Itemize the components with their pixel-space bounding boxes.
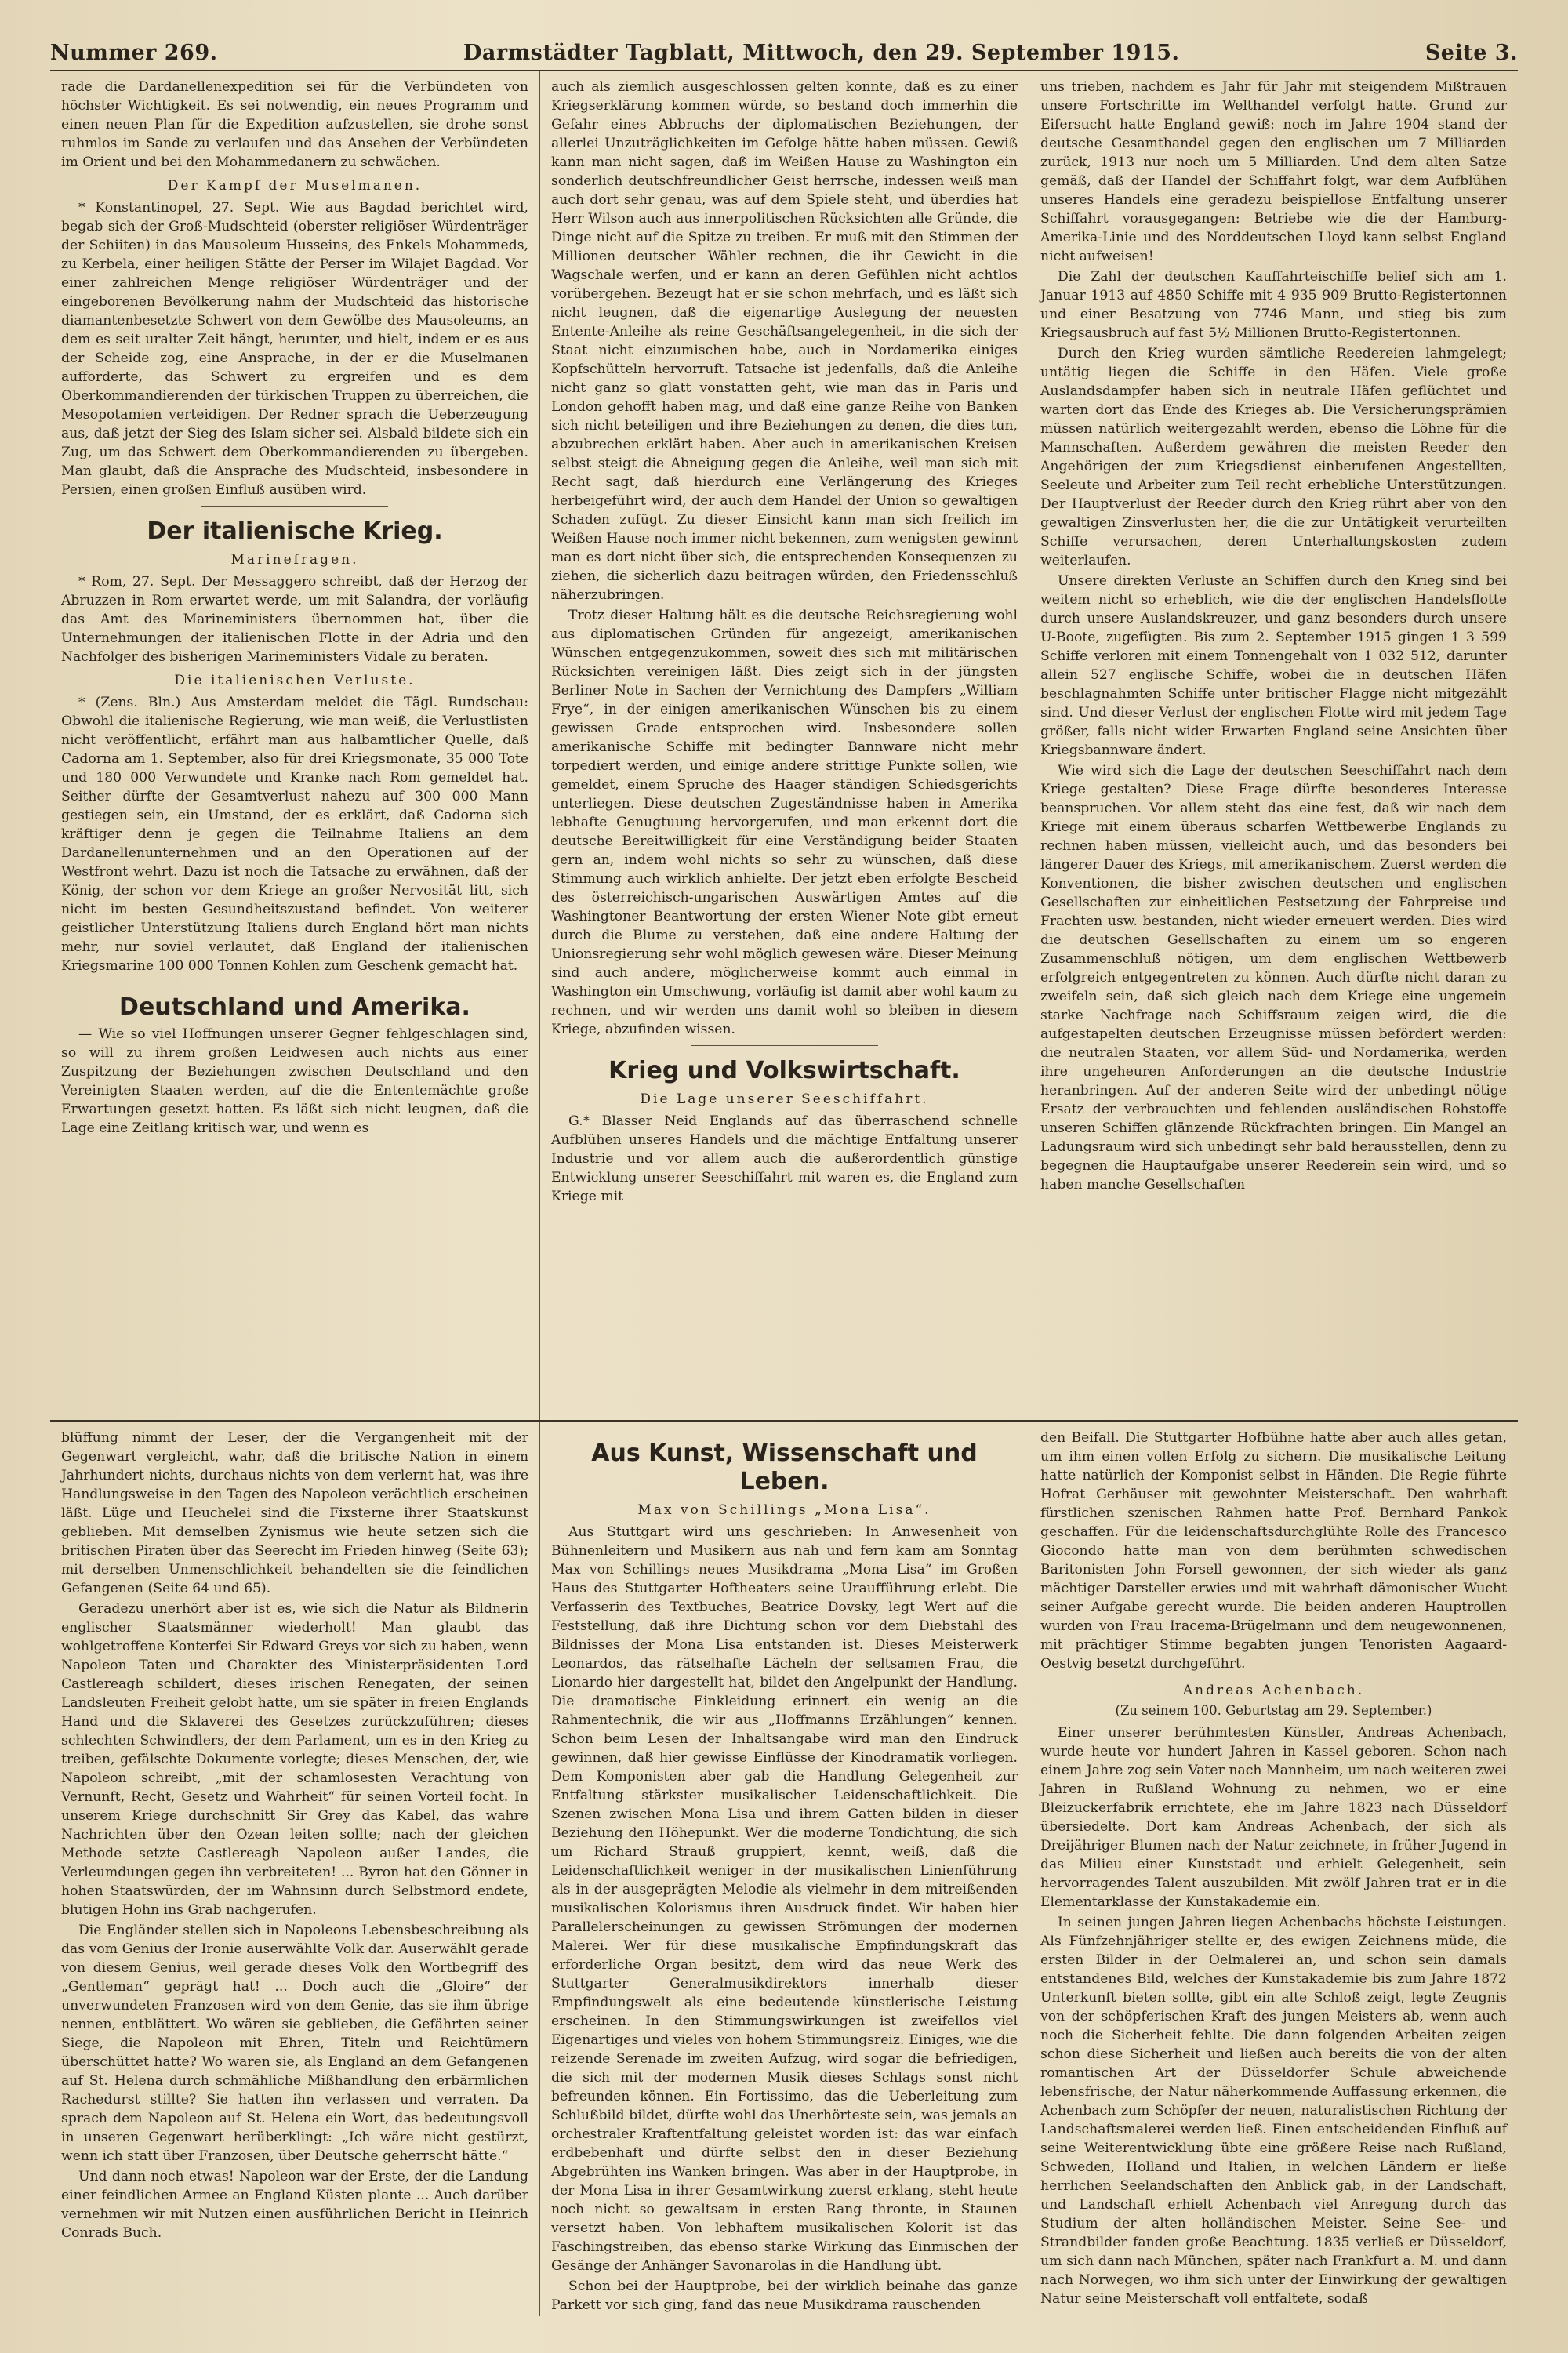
paragraph-amerika-cont: auch als ziemlich ausgeschlossen gelten konnte, daß es zu einer Kriegserklärung kommen würde, so bestand doch immerhin die Gefahr eines Abbruchs der diplomatischen Beziehungen, der allerlei Unzuträglichkeiten im Gefolge hätte haben müssen. Gewiß kann man nicht sagen, daß im Weißen Hause zu Washington ein sonderlich deutschfreundlicher Geist herrsche, indessen weiß man auch dort sehr genau, was auf dem Spiele steht, und überdies hat Herr Wilson auch aus innerpolitischen Rücksichten alle Gründe, die Dinge nicht auf die Spitze zu treiben. Er muß mit den Stimmen der Millionen deutscher Wähler rechnen, die ihr Gewicht in die Wagschale werfen, und er kann an deren Gefühlen nicht achtlos vorübergehen. Bezeugt hat er sie schon mehrfach, und es läßt sich nicht leugnen, daß die eigenartige Auslegung der neuesten Entente-Anleihe als reine Geschäftsangelegenheit, in die sich der Staat nicht einzumischen habe, auch in Nordamerika einiges Kopfschütteln hervorruft. Tatsache ist jedenfalls, daß die Anleihe nicht ganz so glatt vonstatten geht, wie man das in Paris und London gehofft haben mag, und daß eine ganze Reihe von Banken sich nicht beteiligen und ihre Beziehungen zu denen, die dies tun, abzubrechen erklärt haben. Aber auch in amerikanischen Kreisen selbst steigt die Abneigung gegen die Anleihe, weil man sich mit Recht sagt, daß hierdurch eine Verlängerung des Krieges herbeigeführt wird, der auch dem Handel der Union so gewaltigen Schaden zufügt. Zu dieser Einsicht kann man sich freilich im Weißen Hause noch immer nicht bekennen, zum wenigsten gewinnt man es dort nicht über sich, die entsprechenden Konsequenzen zu ziehen, die sicherlich dazu beitragen würden, den Friedensschluß näherzubringen. [551, 79, 1018, 603]
subheading-seeschiffahrt: Die Lage unserer Seeschiffahrt. [640, 1091, 929, 1107]
column-5 [539, 1422, 1029, 2316]
subheading-marinefragen: Marinefragen. [230, 552, 359, 568]
divider [691, 1045, 878, 1046]
paragraph-nach-dem-kriege: Wie wird sich die Lage der deutschen Seeschiffahrt nach dem Kriege gestalten? Diese Frage dürfte besonderes Interesse beanspruchen. Vor allem steht das eine fest, daß wir nach dem Kriege mit einem überaus scharfen Wettbewerbe Englands zu rechnen haben müssen, vielleicht auch, und das besonders bei längerer Dauer des Kriegs, mit amerikanischem. Zuerst werden die Konventionen, die bisher zwischen deutschen und englischen Gesellschaften zur einheitlichen Festsetzung der Fahrpreise und Frachten usw. bestanden, nicht wieder erneuert werden. Dies wird die deutschen Gesellschaften zu einem um so engeren Zusammenschluß nötigen, um dem englischen Wettbewerb erfolgreich entgegentreten zu können. Auch dürfte nicht daran zu zweifeln sein, daß sich gleich nach dem Kriege eine ungemein starke Nachfrage nach Schiffsraum zeigen wird, die die aufgestapelten deutschen Erzeugnisse müssen befördert werden: die neutralen Staaten, vor allem Süd- und Nordamerika, werden ihre ungeheuren Anforderungen an die deutsche Industrie heranbringen. Auf der anderen Seite wird der unbedingt nötige Ersatz der verbrauchten und fehlenden ausländischen Rohstoffe unseren Schiffen glänzende Rückfrachten bringen. Ein Mangel an Ladungsraum wird sich unbedingt sehr bald herausstellen, denn zu begegnen die Hauptaufgabe unserer Reederein sein wird, und so haben manche Gesellschaften [1040, 763, 1507, 1193]
page-number: Seite 3. [1425, 41, 1518, 65]
paragraph-napoleon-4: Und dann noch etwas! Napoleon war der Erste, der die Landung einer feindlichen Armee an England Küsten plante ... Auch darüber vernehmen wir mit Nutzen einen ausführlichen Bericht in Heinrich Conrads Buch. [61, 2169, 528, 2241]
paragraph-marine: * Rom, 27. Sept. Der Messaggero schreibt, daß der Herzog der Abruzzen in Rom erwartet werde, um mit Salandra, der vorläufig das Amt des Marineministers übernommen hat, über die Unternehmungen der italienischen Flotte in der Adria und den Nachfolger des bisherigen Marineministers Vidale zu beraten. [61, 574, 528, 665]
paragraph-napoleon-3: Die Engländer stellen sich in Napoleons Lebensbeschreibung als das vom Genius der Ironie auserwählte Volk dar. Auserwählt gerade von diesem Genius, weil gerade dieses Volk den Wortbegriff des „Gentleman“ geprägt hat! ... Doch auch die „Gloire“ der unverwundeten Franzosen wird von dem Genie, das sie ihm übrige nennen, entblättert. Wo wären sie geblieben, die Gefährten seiner Siege, die Napoleon mit Ehren, Titeln und Reichtümern überschüttet hatte? Wo waren sie, als England an dem Gefangenen auf St. Helena durch schmähliche Mißhandlung den erbärmlichen Rachedurst stillte? Sie hatten ihn verlassen und verraten. Da sprach dem Napoleon auf St. Helena ein Wort, das bedeutungsvoll in unseren Gegenwart herüberklingt: „Ich wäre nicht gestürzt, wenn ich statt über Franzosen, über Deutsche geherrscht hätte.“ [61, 1923, 528, 2164]
paragraph-kampf: * Konstantinopel, 27. Sept. Wie aus Bagdad berichtet wird, begab sich der Groß-Mudschteid (oberster religiöser Würdenträger der Schiiten) in das Mausoleum Husseins, des Enkels Mohammeds, zu Kerbela, einer heiligen Stätte der Perser im Wilajet Bagdad. Vor einer zahlreichen Menge religiöser Würdenträger und der eingeborenen Bevölkerung nahm der Mudschteid das historische diamantenbesetzte Schwert von dem Gewölbe des Mausoleums, an dem es seit uralter Zeit hängt, herunter, und hielt, indem er es aus der Scheide zog, eine Ansprache, in der er die Muselmanen aufforderte, das Schwert zu ergreifen und es dem Oberkommandierenden der türkischen Truppen zu überreichen, die Mesopotamien verteidigen. Der Redner sprach die Ueberzeugung aus, daß jetzt der Sieg des Islam sicher sei. Alsbald bildete sich ein Zug, um das Schwert dem Oberkommandierenden zu übergeben. Man glaubt, daß die Ansprache des Mudschteid, insbesondere in Persien, einen großen Einfluß ausüben wird. [61, 200, 528, 498]
issue-number: Nummer 269. [50, 41, 218, 65]
lower-section [50, 1422, 1518, 2313]
headline-deutschland-amerika: Deutschland und Amerika. [119, 993, 470, 1021]
paragraph-beifall: den Beifall. Die Stuttgarter Hofbühne hatte aber auch alles getan, um ihm einen vollen Erfolg zu sichern. Die musikalische Leitung hatte natürlich der Komponist selbst in Händen. Die Regie führte Hofrat Gerhäuser mit gewohnter Meisterschaft. Den wahrhaft fürstlichen szenischen Rahmen hatte Prof. Bernhard Pankok geschaffen. Für die leidenschaftsdurchglühte Rolle des Francesco Giocondo hatte man von dem berühmten schwedischen Baritonisten John Forsell gewonnen, der sich wieder als ganz mächtiger Darsteller erwies und mit wahrhaft dämonischer Wucht seiner Aufgabe gerecht wurde. Die beiden anderen Hauptrollen wurden von Frau Iracema-Brügelmann und dem neugewonnenen, mit prächtiger Stimme begabten jungen Tenoristen Aagaard-Oestvig besetzt durchgeführt. [1040, 1430, 1507, 1672]
headline-krieg-volkswirtschaft: Krieg und Volkswirtschaft. [608, 1057, 960, 1084]
paragraph-mona-lisa: Aus Stuttgart wird uns geschrieben: In Anwesenheit von Bühnenleitern und Musikern aus nah und fern kam am Sonntag Max von Schillings neues Musikdrama „Mona Lisa“ im Großen Haus des Stuttgarter Hoftheaters seine Uraufführung erlebt. Die Verfasserin des Textbuches, Beatrice Dovsky, legt Wert auf die Feststellung, daß ihre Dichtung schon vor dem Diebstahl des Bildnisses der Mona Lisa entstanden ist. Dieses Meisterwerk Leonardos, das rätselhafte Lächeln der seltsamen Frau, die Lionardo hier dargestellt hat, bildet den Angelpunkt der Handlung. Die dramatische Einkleidung erinnert ein wenig an die Rahmentechnik, die wir aus „Hoffmanns Erzählungen“ kennen. Schon beim Lesen der Inhaltsangabe wird man den Eindruck gewinnen, daß hier gewisse Einflüsse der Kinodramatik vorliegen. Dem Komponisten aber gab die Handlung Gelegenheit zur Entfaltung stärkster musikalischer Leidenschaftlichkeit. Die Szenen zwischen Mona Lisa und ihrem Gatten bilden in dieser Beziehung den Höhepunkt. Wer die moderne Tondichtung, die sich um Richard Strauß gruppiert, kennt, weiß, daß die Leidenschaftlichkeit weniger in der musikalischen Linienführung als in der ausgeprägten Melodie als vielmehr in dem mitreißenden musikalischen Kolorismus ihren Ausdruck findet. Wir haben hier Parallelerscheinungen zu gewissen Strömungen der modernen Malerei. Wer für diese musikalische Empfindungskraft das erforderliche Organ besitzt, dem wird das neue Werk des Stuttgarter Generalmusikdirektors innerhalb dieser Empfindungswelt als eine bedeutende künstlerische Leistung erscheinen. In den Stimmungswirkungen ist zweifellos viel Eigenartiges und vieles von hohem Stimmungsreiz. Einiges, wie die reizende Serenade im zweiten Aufzug, wird sogar die befriedigen, die sich mit der modernen Musik dieses Schlags sonst nicht befreunden können. Ein Fortissimo, das die Ueberleitung zum Schlußbild bildet, dürfte wohl das Unerhörteste sein, was jemals an orchestraler Kraftentfaltung geleistet worden ist: das war einfach erdbebenhaft und dürfte selbst den in dieser Beziehung Abgebrühten ins Wanken bringen. Was aber in der Hauptprobe, in der Mona Lisa in ihrer Gesamtwirkung zuerst erklang, steht heute noch nicht so gewaltsam in ersten Rang thronte, in Staunen versetzt haben. Von lebhaftem musikalischen Kolorit ist das Faschingstreiben, das ebenso starke Wirkung das Einmischen der Gesänge der Anhänger Savonarolas in die Handlung übt. [551, 1524, 1018, 2274]
column-2 [539, 71, 1029, 1420]
column-3 [1029, 71, 1518, 1420]
paragraph-verluste-schiffe: Unsere direkten Verluste an Schiffen durch den Krieg sind bei weitem nicht so erheblich, wie die der englischen Handelsflotte durch unsere Auslandskreuzer, und ganz besonders durch unsere U-Boote, zugefügten. Bis zum 2. September 1915 gingen 1 3 599 Schiffe verloren mit einem Tonnengehalt von 1 032 512, darunter allein 527 englische Schiffe, wobei die in deutschen Häfen beschlagnahmten Schiffe unter britischer Flagge nicht mitgezählt sind. Und dieser Verlust der englischen Flotte wird mit jedem Tage größer, falls nicht wider Erwarten England seine Ansichten über Kriegsbannware ändert. [1040, 573, 1507, 758]
subheading-andreas-achenbach: Andreas Achenbach. [1182, 1683, 1365, 1698]
paragraph-hauptprobe: Schon bei der Hauptprobe, bei der wirklich beinahe das ganze Parkett vor sich ging, fand das neue Musikdrama rauschenden [551, 2279, 1018, 2313]
masthead [50, 41, 1518, 71]
column-1 [50, 71, 539, 1420]
paragraph-seeschiffahrt-cont: uns trieben, nachdem es Jahr für Jahr mit steigendem Mißtrauen unsere Fortschritte im Welthandel verfolgt hatte. Grund zur Eifersucht hatte England gewiß: noch im Jahre 1904 stand der deutsche Gesamthandel gegen den englischen um 7 Milliarden zurück, 1913 nur noch um 5 Milliarden. Und dem alten Satze gemäß, daß der Handel der Schiffahrt folgt, war dem Aufblühen unseres Handels eine geradezu beispiellose Entfaltung unserer Schiffahrt vorausgegangen: Betriebe wie die der Hamburg-Amerika-Linie und des Norddeutschen Lloyd kann selbst England nicht aufweisen! [1040, 79, 1507, 264]
paragraph-amerika: — Wie so viel Hoffnungen unserer Gegner fehlgeschlagen sind, so will zu ihrem großen Leidwesen auch nichts aus einer Zuspitzung der Beziehungen zwischen Deutschland und den Vereinigten Staaten werden, auf die die Ententemächte große Erwartungen gesetzt hatten. Es läßt sich nicht leugnen, daß die Lage eine Zeitlang kritisch war, und wenn es [61, 1026, 528, 1136]
headline-italienischer-krieg: Der italienische Krieg. [147, 517, 443, 545]
paragraph-dardanellen: rade die Dardanellenexpedition sei für die Verbündeten von höchster Wichtigkeit. Es sei notwendig, ein neues Programm und einen neuen Plan für die Expedition aufzustellen, sie drohe sonst ruhmlos im Sande zu verlaufen und das Ansehen der Verbündeten im Orient und bei den Mohammedanern zu schwächen. [61, 79, 528, 170]
paragraph-kauffahrteischiffe: Die Zahl der deutschen Kauffahrteischiffe belief sich am 1. Januar 1913 auf 4850 Schiffe mit 4 935 909 Brutto-Registertonnen und einer Besatzung von 7746 Mann, und stieg bis zum Kriegsausbruch auf fast 5½ Millionen Brutto-Registertonnen. [1040, 269, 1507, 341]
subheading-italienische-verluste: Die italienischen Verluste. [174, 673, 416, 688]
subheading-kampf-muselmanen: Der Kampf der Muselmanen. [167, 178, 423, 194]
paragraph-reedereien: Durch den Krieg wurden sämtliche Reedereien lahmgelegt; untätig liegen die Schiffe in den Häfen. Viele große Auslandsdampfer haben sich in neutrale Häfen geflüchtet und warten dort das Ende des Krieges ab. Die Versicherungsprämien müssen natürlich weitergezahlt werden, ebenso die Löhne für die Mannschaften. Außerdem gewähren die meisten Reeder den Angehörigen der zum Kriegsdienst einberufenen Angestellten, Seeleute und Arbeiter zum Teil recht erhebliche Unterstützungen. Der Hauptverlust der Reeder durch den Krieg rührt aber von den gewaltigen Zinsverlusten her, die die zur Untätigkeit verurteilten Schiffe verursachen, deren Unterhaltungskosten zudem weiterlaufen. [1040, 346, 1507, 568]
divider [201, 506, 388, 507]
column-4 [50, 1422, 539, 2316]
column-6 [1029, 1422, 1518, 2316]
subheading-mona-lisa: Max von Schillings „Mona Lisa“. [637, 1502, 931, 1518]
headline-kunst-wissenschaft: Aus Kunst, Wissenschaft und Leben. [591, 1440, 978, 1495]
paragraph-napoleon-1: blüffung nimmt der Leser, der die Vergangenheit mit der Gegenwart vergleicht, wahr, daß die britische Nation in einem Jahrhundert nichts, durchaus nichts von dem verlernt hat, was ihre Handlungsweise in den Tagen des Napoleon verächtlich erscheinen läßt. Lüge und Heuchelei sind die Fixsterne ihrer Staatskunst geblieben. Mit demselben Zynismus wie heute setzen sich die britischen Piraten über das Seerecht im Frieden hinweg (Seite 63); mit derselben Unmenschlichkeit behandelten sie die feindlichen Gefangenen (Seite 64 und 65). [61, 1430, 528, 1596]
paragraph-reichsregierung: Trotz dieser Haltung hält es die deutsche Reichsregierung wohl aus diplomatischen Gründen für angezeigt, amerikanischen Wünschen entgegenzukommen, soweit dies sich mit militärischen Rücksichten vereinigen läßt. Dies zeigt sich in der jüngsten Berliner Note in Sachen der Vernichtung des Dampfers „William Frye“, in der einigen amerikanischen Wünschen bis zu einem gewissen Grade entsprochen wird. Insbesondere sollen amerikanische Schiffe mit bedingter Bannware nicht mehr torpediert werden, und einige andere strittige Punkte sollen, wie gemeldet, einem Spruche des Haager ständigen Schiedsgerichts unterliegen. Diese deutschen Zugeständnisse haben in Amerika lebhafte Genugtuung hervorgerufen, und man erkennt dort die deutsche Bereitwilligkeit für eine Verständigung beider Staaten gern an, indem wohl nichts so sehr zu wünschen, daß diese Stimmung auch wirklich anhielte. Der jetzt eben erfolgte Bescheid des österreichisch-ungarischen Auswärtigen Amtes auf die Washingtoner Beantwortung der ersten Wiener Note gibt erneut durch die Blume zu verstehen, daß eine andere Haltung der Unionsregierung sehr wohl möglich gewesen wäre. Dieser Meinung sind auch andere, möglicherweise kommt auch einmal in Washington ein Umschwung, vorläufig ist damit aber wohl kaum zu rechnen, und wir werden uns damit wohl so bleiben in diesem Kriege, abzufinden wissen. [551, 608, 1018, 1037]
upper-section [50, 71, 1518, 1422]
paragraph-verluste: * (Zens. Bln.) Aus Amsterdam meldet die Tägl. Rundschau: Obwohl die italienische Regierung, wie man weiß, die Verlustlisten nicht veröffentlicht, erfährt man aus halbamtlicher Quelle, daß Cadorna am 1. September, also für drei Kriegsmonate, 35 000 Tote und 180 000 Verwundete und Kranke nach Rom gemeldet hat. Seither dürfte der Gesamtverlust nahezu auf 300 000 Mann gestiegen sein, ein Umstand, der es erklärt, daß Cadorna sich kräftiger denn je gegen die Teilnahme Italiens an dem Dardanellenunternehmen und an den Operationen auf der Westfront wehrt. Dazu ist noch die Tatsache zu erwähnen, daß der König, der schon vor dem Kriege an großer Nervosität litt, sich nicht im besten Gesundheitszustand befindet. Von weiterer geistlicher Unterstützung Italiens durch England hört man nichts mehr, nur soviel verlautet, daß England der italienischen Kriegsmarine 100 000 Tonnen Kohlen zum Geschenk gemacht hat. [61, 695, 528, 974]
newspaper-title-date: Darmstädter Tagblatt, Mittwoch, den 29. September 1915. [463, 41, 1180, 65]
paragraph-achenbach-2: In seinen jungen Jahren liegen Achenbachs höchste Leistungen. Als Fünfzehnjähriger stellte er, des ewigen Zeichnens müde, die ersten Bilder in der Oelmalerei an, und schon sein damals entstandenes Bild, welches der Kunstakademie bis zum Jahre 1872 Unterkunft bieten sollte, gibt ein alte Schloß zeigt, legte Zeugnis von der schöpferischen Kraft des jungen Meisters ab, wenn auch noch die Sicherheit fehlte. Die dann folgenden Arbeiten zeigen schon diese Sicherheit und ließen auch bereits die von der alten romantischen Art der Düsseldorfer Schule abweichende lebensfrische, der Natur näherkommende Auffassung erkennen, die Achenbach zum Schöpfer der neuen, naturalistischen Richtung der Landschaftsmalerei werden ließ. Einen entscheidenden Einfluß auf seine Weiterentwicklung übte eine größere Reise nach Rußland, Schweden, Holland und Italien, in welchen Ländern er ließe herrlichen Seelandschaften den Anblick gab, in der Landschaft, und Landschaft erhielt Achenbach viel Anregung durch das Studium der alten holländischen Meister. Seine See- und Strandbilder fanden große Beachtung. 1835 verließ er Düsseldorf, um sich dann nach München, später nach Frankfurt a. M. und dann nach Norwegen, wo ihm sich unter der Einwirkung der gewaltigen Natur seine Meisterschaft voll entfaltete, sodaß [1040, 1915, 1507, 2307]
paragraph-napoleon-2: Geradezu unerhört aber ist es, wie sich die Natur als Bildnerin englischer Staatsmänner wiederholt! Man glaubt das wohlgetroffene Konterfei Sir Edward Greys vor sich zu haben, wenn Napoleon Taten und Charakter des Ministerpräsidenten Lord Castlereagh schildert, dieses irischen Renegaten, der seinen Landsleuten Freiheit gelobt hatte, um sie später in freien Englands Hand und die Sklaverei des Gesetzes zurückzuführen; dieses schlechten Schwindlers, der dem Parlament, um es in den Krieg zu treiben, gefälschte Dokumente vorlegte; dieses Menschen, der, wie Napoleon schreibt, „mit der schamlosesten Verachtung von Vernunft, Recht, Gesetz und Wahrheit“ für seinen Vorteil focht. In unserem Kriege durchschnitt Sir Grey das Kabel, das wahre Nachrichten über den Ozean leiten sollte; nach der gleichen Methode setzte Castlereagh Napoleon außer Landes, die Verleumdungen gegen ihn verbreiteten! ... Byron hat den Gönner in hohen Staatswürden, der im Wahnsinn durch Selbstmord endete, blutigen Hohn ins Grab nachgerufen. [61, 1601, 528, 1918]
paragraph-seeschiffahrt: G.* Blasser Neid Englands auf das überraschend schnelle Aufblühen unseres Handels und die mächtige Entfaltung unserer Industrie und vor allem auch die außerordentlich günstige Entwicklung unserer Seeschiffahrt mit waren es, die England zum Kriege mit [551, 1113, 1018, 1204]
paragraph-achenbach-1: Einer unserer berühmtesten Künstler, Andreas Achenbach, wurde heute vor hundert Jahren in Kassel geboren. Schon nach einem Jahre zog sein Vater nach Mannheim, um nach weiteren zwei Jahren in Rußland Wohnung zu nehmen, wo er eine Bleizuckerfabrik errichtete, ehe im Jahre 1823 nach Düsseldorf übersiedelte. Dort kam Andreas Achenbach, der sich als Dreijähriger Blumen nach der Natur zeichnete, in früher Jugend in das Milieu einer Kunststadt und erhielt Gelegenheit, sein hervorragendes Talent auszubilden. Mit zwölf Jahren trat er in die Elementarklasse der Kunstakademie ein. [1040, 1725, 1507, 1910]
note-geburtstag: (Zu seinem 100. Geburtstag am 29. September.) [1115, 1703, 1432, 1718]
